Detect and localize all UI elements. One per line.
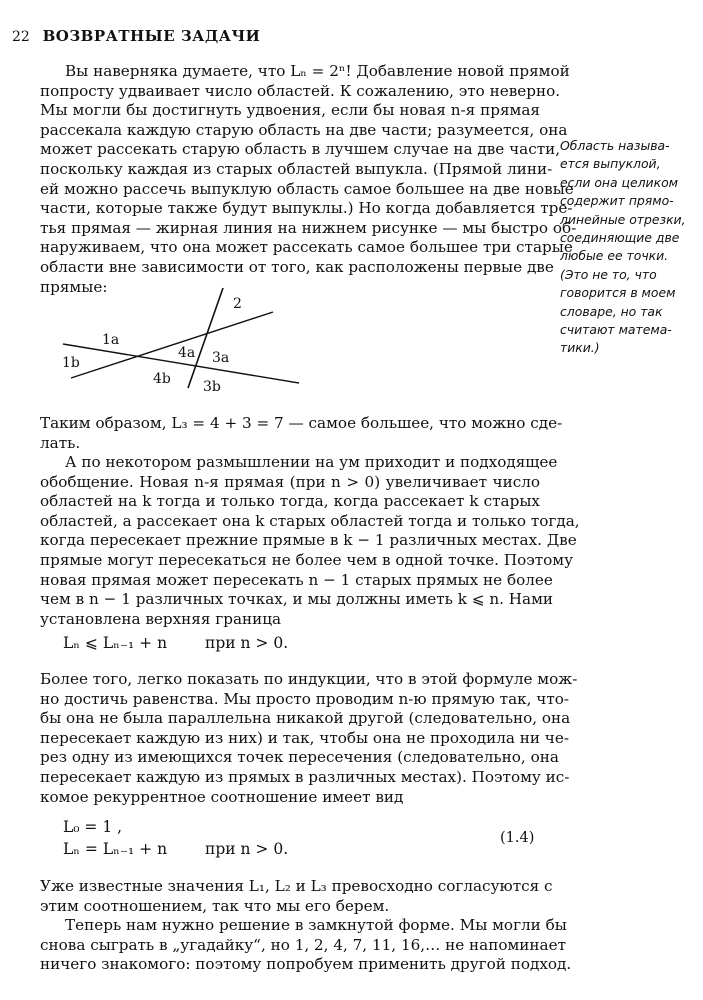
margin-note-line: если она целиком (560, 174, 679, 190)
paragraph-6 (40, 916, 572, 975)
margin-note-line: тики.) (560, 340, 600, 356)
region-label: 4b (153, 371, 171, 387)
text-line: снова сыграть в „угадайку“, но 1, 2, 4, 7, 11, 16,… не напоминает (40, 935, 567, 954)
region-label: 2 (233, 296, 242, 312)
formula-expr: Lₙ ⩽ Lₙ₋₁ + n (63, 634, 168, 652)
text-line: может рассекать старую область в лучшем случае на две части, (40, 140, 561, 159)
text-line: прямые могут пересекаться не более чем в одной точке. Поэтому (40, 550, 574, 569)
formula-l0 (63, 818, 122, 836)
text-line: ей можно рассечь выпуклую область самое большее на две новые (40, 179, 574, 198)
paragraph-4 (40, 670, 578, 807)
paragraph-5 (40, 877, 553, 916)
margin-note-line: линейные отрезки, (560, 211, 686, 227)
text-line: Вы наверняка думаете, что Lₙ = 2ⁿ! Добавление новой прямой (65, 62, 570, 80)
page-number: 22 (12, 29, 30, 45)
margin-note-line: словаре, но так (560, 303, 663, 319)
text-line: лать. (40, 433, 81, 452)
formula-condition: при n > 0. (205, 634, 289, 652)
region-label: 4a (178, 345, 196, 361)
text-line: области вне зависимости от того, как расположены первые две (40, 257, 554, 276)
margin-note-line: Область называ- (560, 138, 670, 153)
text-line: комое рекуррентное соотношение имеет вид (40, 787, 404, 806)
region-label: 3a (212, 350, 230, 366)
text-line: попросту удваивает число областей. К сожалению, это неверно. (40, 81, 561, 100)
text-line: бы она не была параллельна никакой другой (следовательно, она (40, 709, 571, 728)
text-line: обобщение. Новая n-я прямая (при n > 0) увеличивает число (40, 472, 540, 491)
text-line: поскольку каждая из старых областей выпукла. (Прямой лини- (40, 159, 553, 178)
text-line: Уже известные значения L₁, L₂ и L₃ превосходно согласуются с (40, 877, 553, 895)
text-line: Мы могли бы достигнуть удвоения, если бы новая n-я прямая (40, 101, 540, 120)
margin-note-line: (Это не то, что (560, 266, 657, 282)
text-line: новая прямая может пересекать n − 1 старых прямых не более (40, 570, 553, 589)
formula-recurrence (63, 840, 289, 858)
margin-note-line: говорится в моем (560, 285, 676, 301)
margin-note-line: соединяющие две (560, 230, 680, 246)
text-line: этим соотношением, так что мы его берем. (40, 896, 390, 915)
text-line: пересекает каждую из прямых в различных местах). Поэтому ис- (40, 767, 570, 786)
margin-note-line: содержит прямо- (560, 193, 674, 209)
paragraph-3 (40, 453, 580, 629)
text-line: части, которые также будут выпуклы.) Но когда добавляется тре- (40, 199, 573, 218)
region-label: 1a (102, 332, 120, 348)
text-line: областей, а рассекает она k старых областей тогда и только тогда, (40, 511, 580, 530)
margin-note-line: любые ее точки. (560, 248, 669, 264)
text-line: рассекала каждую старую область на две части; разумеется, она (40, 120, 568, 139)
text-line: установлена верхняя граница (40, 609, 282, 628)
formula-condition: при n > 0. (205, 840, 289, 858)
text-line: пересекает каждую из них) и так, чтобы она не проходила ни че- (40, 728, 569, 747)
chapter-title: ВОЗВРАТНЫЕ ЗАДАЧИ (42, 27, 261, 45)
text-line: чем в n − 1 различных точках, и мы должны иметь k ⩽ n. Нами (40, 590, 554, 609)
text-line: Теперь нам нужно решение в замкнутой форме. Мы могли бы (65, 916, 567, 934)
text-line: тья прямая — жирная линия на нижнем рисунке — мы быстро об- (40, 218, 577, 237)
region-label: 3b (203, 379, 221, 395)
text-line: ничего знакомого: поэтому попробуем применить другой подход. (40, 955, 572, 974)
text-line: прямые: (40, 277, 108, 296)
margin-note-line: ется выпуклой, (560, 156, 661, 172)
text-line: но достичь равенства. Мы просто проводим n-ю прямую так, что- (40, 689, 570, 708)
text-line: наруживаем, что она может рассекать самое большее три старые (40, 238, 573, 257)
formula-line: L₀ = 1 , (63, 818, 123, 836)
text-line: Более того, легко показать по индукции, что в этой формуле мож- (40, 670, 578, 688)
text-line: Таким образом, L₃ = 4 + 3 = 7 — самое большее, что можно сде- (40, 414, 563, 432)
formula-upper-bound (63, 634, 289, 652)
text-line: рез одну из имеющихся точек пересечения (следовательно, она (40, 748, 559, 767)
text-line: областей на k тогда и только тогда, когда рассекает k старых (40, 492, 540, 511)
paragraph-2 (40, 414, 563, 453)
text-line: А по некотором размышлении на ум приходит и подходящее (65, 453, 558, 471)
formula-line: Lₙ = Lₙ₋₁ + n (63, 840, 168, 858)
region-label: 1b (62, 355, 80, 371)
margin-note-line: считают матема- (560, 322, 672, 338)
equation-number: (1.4) (500, 830, 535, 846)
text-line: когда пересекает прежние прямые в k − 1 различных местах. Две (40, 531, 577, 550)
